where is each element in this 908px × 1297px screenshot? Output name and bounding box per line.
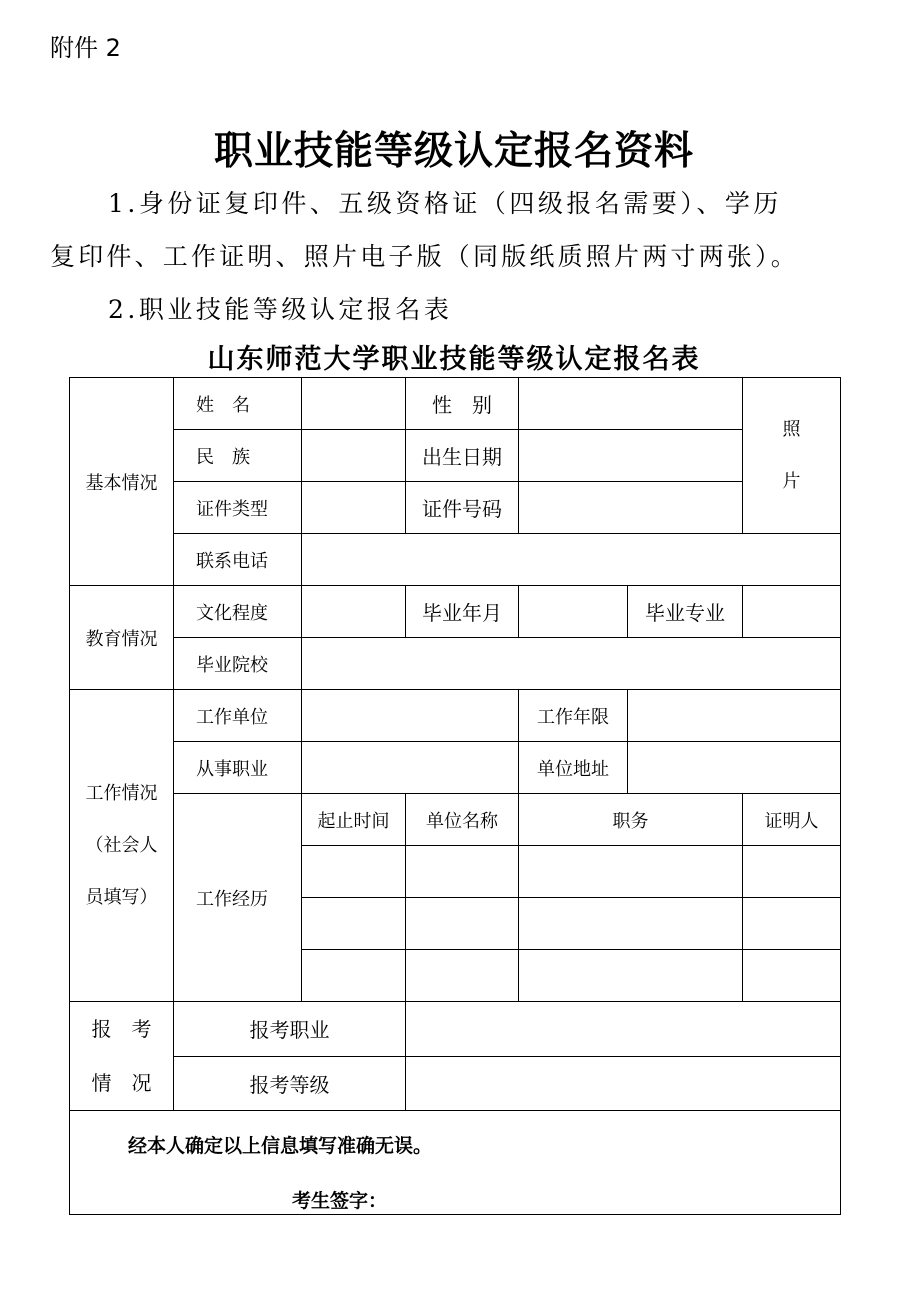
field-work-years[interactable] — [628, 690, 841, 742]
field-phone[interactable] — [302, 534, 841, 586]
field-school[interactable] — [302, 638, 841, 690]
col-header-witness: 证明人 — [743, 794, 841, 846]
field-grad-date[interactable] — [519, 586, 628, 638]
history-position-cell[interactable] — [519, 846, 743, 898]
section-application-line-1: 报 考 — [91, 1017, 152, 1041]
label-employer-address: 单位地址 — [519, 742, 628, 794]
history-unit-cell[interactable] — [406, 950, 519, 1002]
field-ethnicity[interactable] — [302, 430, 406, 482]
field-gender[interactable] — [519, 378, 743, 430]
photo-label-2: 片 — [782, 470, 801, 492]
col-header-period: 起止时间 — [302, 794, 406, 846]
section-work-line-1: 工作情况 — [85, 782, 158, 804]
history-period-cell[interactable] — [302, 898, 406, 950]
label-work-history: 工作经历 — [174, 794, 302, 1002]
section-work-line-2: （社会人 — [85, 834, 158, 856]
section-education: 教育情况 — [70, 586, 174, 690]
label-grad-date: 毕业年月 — [406, 586, 519, 638]
label-school: 毕业院校 — [174, 638, 302, 690]
label-birth-date: 出生日期 — [406, 430, 519, 482]
page-title: 职业技能等级认定报名资料 — [213, 128, 694, 174]
attachment-label: 附件 2 — [50, 34, 121, 62]
history-period-cell[interactable] — [302, 950, 406, 1002]
form-title: 山东师范大学职业技能等级认定报名表 — [207, 344, 701, 375]
label-employer: 工作单位 — [174, 690, 302, 742]
signature-label[interactable]: 考生签字： — [292, 1190, 388, 1212]
field-id-type[interactable] — [302, 482, 406, 534]
section-application — [70, 1002, 174, 1111]
field-education-level[interactable] — [302, 586, 406, 638]
history-witness-cell[interactable] — [743, 846, 841, 898]
requirement-1-line-2: 复印件、工作证明、照片电子版（同版纸质照片两寸两张）。 — [50, 242, 799, 271]
section-work-line-3: 员填写） — [85, 886, 158, 908]
section-work — [70, 690, 174, 1002]
history-unit-cell[interactable] — [406, 846, 519, 898]
field-employer-address[interactable] — [628, 742, 841, 794]
label-id-number: 证件号码 — [406, 482, 519, 534]
history-witness-cell[interactable] — [743, 898, 841, 950]
section-application-line-2: 情 况 — [91, 1071, 152, 1095]
requirement-2: 2.职业技能等级认定报名表 — [108, 295, 453, 324]
history-witness-cell[interactable] — [743, 950, 841, 1002]
confirmation-cell — [70, 1111, 841, 1215]
label-apply-occupation: 报考职业 — [174, 1002, 406, 1057]
label-major: 毕业专业 — [628, 586, 743, 638]
label-phone: 联系电话 — [174, 534, 302, 586]
field-apply-level[interactable] — [406, 1056, 841, 1111]
field-employer[interactable] — [302, 690, 519, 742]
col-header-position: 职务 — [519, 794, 743, 846]
label-apply-level: 报考等级 — [174, 1056, 406, 1111]
history-unit-cell[interactable] — [406, 898, 519, 950]
label-id-type: 证件类型 — [174, 482, 302, 534]
confirmation-text: 经本人确定以上信息填写准确无误。 — [128, 1135, 433, 1157]
field-occupation[interactable] — [302, 742, 519, 794]
label-occupation: 从事职业 — [174, 742, 302, 794]
photo-label-1: 照 — [782, 418, 801, 440]
history-period-cell[interactable] — [302, 846, 406, 898]
registration-form — [69, 377, 841, 1215]
label-gender: 性 别 — [406, 378, 519, 430]
field-birth-date[interactable] — [519, 430, 743, 482]
history-position-cell[interactable] — [519, 898, 743, 950]
label-name: 姓 名 — [174, 378, 302, 430]
requirement-1-line-1: 1.身份证复印件、五级资格证（四级报名需要）、学历 — [108, 189, 782, 218]
photo-box[interactable] — [743, 378, 841, 534]
field-id-number[interactable] — [519, 482, 743, 534]
col-header-unit: 单位名称 — [406, 794, 519, 846]
label-education-level: 文化程度 — [174, 586, 302, 638]
history-position-cell[interactable] — [519, 950, 743, 1002]
section-basic-info: 基本情况 — [70, 378, 174, 586]
field-major[interactable] — [743, 586, 841, 638]
field-name[interactable] — [302, 378, 406, 430]
label-ethnicity: 民 族 — [174, 430, 302, 482]
label-work-years: 工作年限 — [519, 690, 628, 742]
field-apply-occupation[interactable] — [406, 1002, 841, 1057]
